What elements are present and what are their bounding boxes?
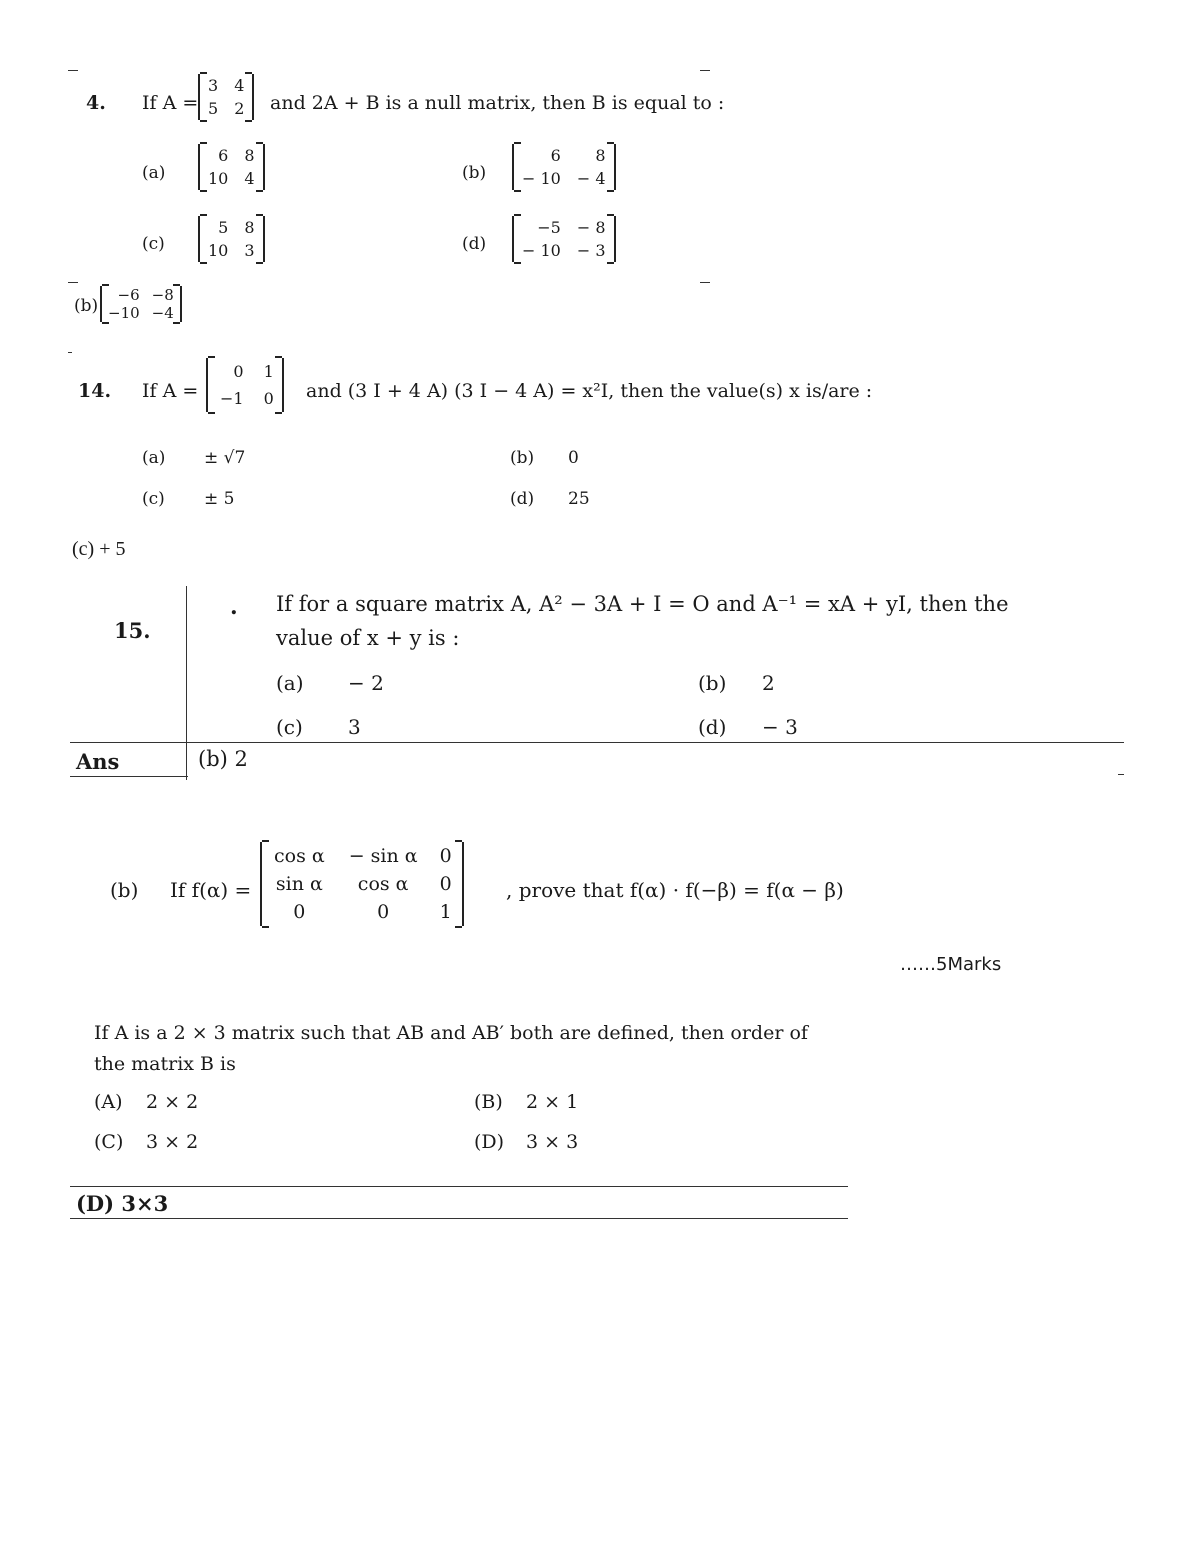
matrix-cell: −5 [537, 218, 561, 237]
q15-answer-rule [70, 742, 1124, 743]
qlast-answer-bottom-rule [70, 1218, 848, 1219]
margin-mark [700, 282, 710, 283]
matrix-cell: 5 [208, 99, 219, 118]
q14-matrix-a [206, 358, 284, 412]
margin-mark [700, 70, 710, 71]
qb-label: (b) [110, 878, 139, 902]
matrix-cell: cos α [274, 845, 325, 867]
q4-option-a-label: (a) [142, 163, 166, 183]
matrix-cell: 10 [208, 241, 229, 260]
q14-option-c-label: (c) [142, 489, 165, 509]
matrix-cell: 4 [234, 76, 245, 95]
q14-option-b-label: (b) [510, 448, 535, 468]
qlast-answer: (D) 3×3 [76, 1191, 169, 1216]
matrix-cell: 5 [218, 218, 229, 237]
qb-marks: ……5Marks [900, 954, 1002, 975]
matrix-cell: 8 [595, 146, 606, 165]
q4-option-d-matrix [512, 216, 616, 262]
q15-ans-label: Ans [76, 749, 120, 774]
margin-mark [68, 70, 78, 71]
matrix-cell: − 4 [576, 169, 606, 188]
q14-option-a-label: (a) [142, 448, 166, 468]
qb-stem-suffix: , prove that f(α) · f(−β) = f(α − β) [506, 878, 844, 902]
qlast-option-c-label: (C) [94, 1131, 124, 1153]
q15-ans-bottom-rule [70, 776, 188, 777]
qlast-stem-line1: If A is a 2 × 3 matrix such that AB and AB′ both are defined, then order of [94, 1022, 808, 1044]
matrix-cell: −10 [108, 304, 140, 322]
qlast-option-b-value: 2 × 1 [526, 1091, 579, 1113]
q4-option-b-matrix [512, 144, 616, 190]
q4-option-c-matrix [198, 216, 265, 262]
matrix-cell: 0 [233, 362, 244, 381]
q14-stem-prefix: If A = [142, 380, 199, 402]
q15-option-c-label: (c) [276, 715, 303, 739]
matrix-cell: − 8 [576, 218, 606, 237]
matrix-cell: 0 [377, 901, 390, 923]
q15-option-a-value: − 2 [348, 671, 384, 695]
qb-stem-prefix: If f(α) = [170, 878, 252, 902]
matrix-cell: 3 [244, 241, 255, 260]
matrix-cell: − sin α [348, 845, 418, 867]
qlast-option-d-label: (D) [474, 1131, 505, 1153]
qb-matrix [260, 842, 464, 926]
q4-matrix-a [198, 74, 254, 120]
q4-answer-label: (b) [74, 296, 99, 316]
q15-option-b-value: 2 [762, 671, 775, 695]
q4-answer-matrix [100, 286, 182, 322]
q15-option-c-value: 3 [348, 715, 361, 739]
q14-option-d-value: 25 [568, 489, 590, 509]
matrix-cell: 6 [218, 146, 229, 165]
matrix-cell: 3 [208, 76, 219, 95]
q4-stem-prefix: If A = [142, 92, 199, 114]
matrix-cell: −4 [151, 304, 174, 322]
margin-mark [68, 282, 78, 283]
matrix-cell: −1 [220, 389, 244, 408]
qlast-option-b-label: (B) [474, 1091, 503, 1113]
q14-option-c-value: ± 5 [204, 489, 235, 509]
q15-option-a-label: (a) [276, 671, 304, 695]
matrix-cell: − 3 [576, 241, 606, 260]
q15-option-b-label: (b) [698, 671, 727, 695]
margin-mark [68, 352, 72, 353]
q15-option-d-value: − 3 [762, 715, 798, 739]
q15-bullet: . [230, 594, 238, 620]
q4-stem-suffix: and 2A + B is a null matrix, then B is equal to : [270, 92, 725, 114]
matrix-cell: − 10 [522, 241, 561, 260]
matrix-cell: 1 [263, 362, 274, 381]
q14-answer: (c) + 5 [72, 538, 126, 560]
qlast-answer-top-rule [70, 1186, 848, 1187]
q15-stem-line1: If for a square matrix A, A² − 3A + I = O and A⁻¹ = xA + yI, then the [276, 592, 1009, 616]
matrix-cell: − 10 [522, 169, 561, 188]
matrix-cell: 0 [263, 389, 274, 408]
matrix-cell: −6 [117, 286, 140, 304]
matrix-cell: 4 [244, 169, 255, 188]
q14-option-d-label: (d) [510, 489, 535, 509]
matrix-cell: 2 [234, 99, 245, 118]
matrix-cell: 6 [550, 146, 561, 165]
q14-number: 14. [78, 380, 112, 402]
qlast-stem-line2: the matrix B is [94, 1053, 236, 1075]
q4-number: 4. [86, 92, 106, 114]
matrix-cell: cos α [357, 873, 409, 895]
matrix-cell: sin α [275, 873, 323, 895]
margin-mark [1118, 774, 1124, 775]
q15-column-divider [186, 586, 187, 780]
matrix-cell: −8 [151, 286, 174, 304]
q15-number: 15. [114, 618, 151, 643]
qlast-option-d-value: 3 × 3 [526, 1131, 579, 1153]
matrix-cell: 10 [208, 169, 229, 188]
q15-option-d-label: (d) [698, 715, 727, 739]
q4-option-c-label: (c) [142, 234, 165, 254]
q15-ans-value: (b) 2 [198, 747, 248, 771]
qlast-option-a-value: 2 × 2 [146, 1091, 199, 1113]
q14-option-a-value: ± √7 [204, 448, 246, 468]
matrix-cell: 0 [439, 845, 452, 867]
q4-option-d-label: (d) [462, 234, 487, 254]
qlast-option-a-label: (A) [94, 1091, 123, 1113]
matrix-cell: 8 [244, 146, 255, 165]
qlast-option-c-value: 3 × 2 [146, 1131, 199, 1153]
matrix-cell: 1 [439, 901, 452, 923]
q14-stem-suffix: and (3 I + 4 A) (3 I − 4 A) = x²I, then the value(s) x is/are : [306, 380, 873, 402]
q15-stem-line2: value of x + y is : [276, 626, 460, 650]
matrix-cell: 0 [439, 873, 452, 895]
q14-option-b-value: 0 [568, 448, 579, 468]
matrix-cell: 0 [293, 901, 306, 923]
matrix-cell: 8 [244, 218, 255, 237]
q4-option-b-label: (b) [462, 163, 487, 183]
q4-option-a-matrix [198, 144, 265, 190]
